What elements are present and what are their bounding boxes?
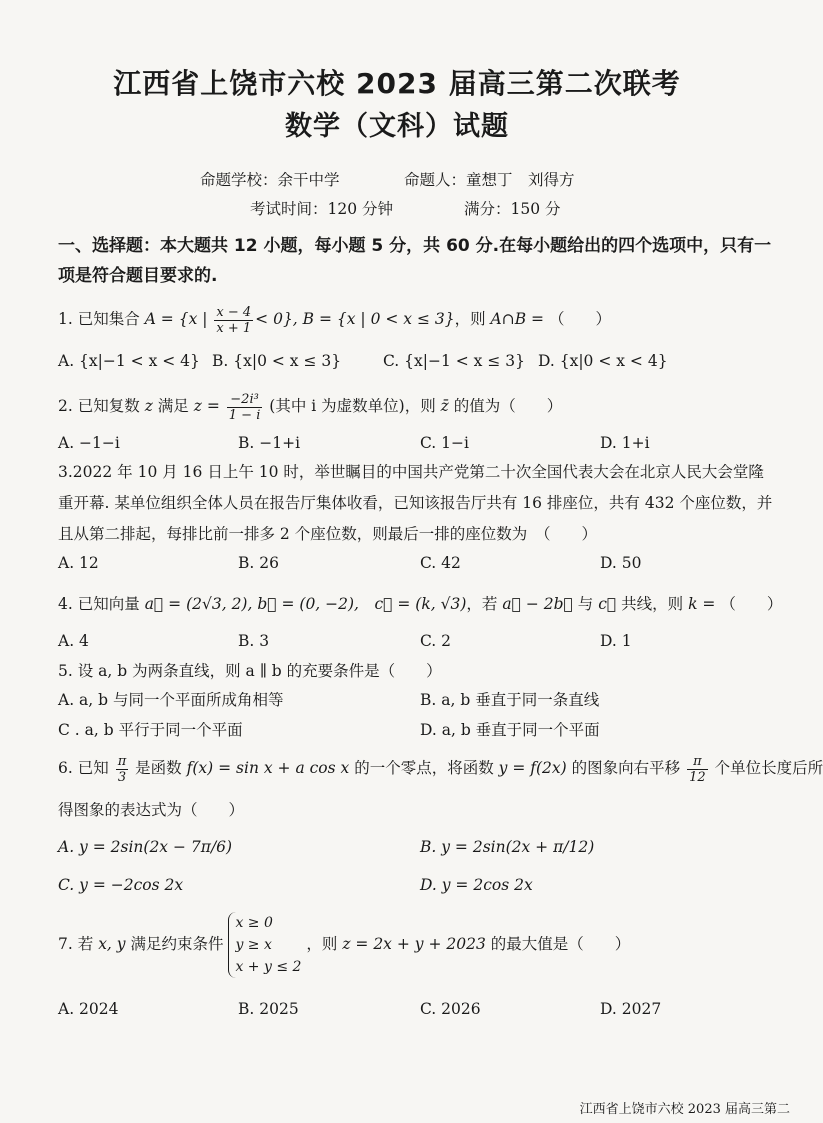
option-a[interactable]: A. 2024 (58, 1000, 119, 1018)
question-stem: ，若 (466, 595, 498, 613)
constraint-2: y ≥ x (235, 937, 272, 953)
option-a[interactable]: A. −1−i (58, 434, 120, 452)
question-number: 4. (58, 595, 73, 613)
question-number: 5. (58, 662, 73, 680)
page-footer: 江西省上饶市六校 2023 届高三第二 (579, 1102, 790, 1117)
formula-objective: z = 2x + y + 2023 (342, 935, 486, 953)
question-stem: 与 (577, 595, 594, 613)
question-stem: 已知 (77, 759, 109, 777)
formula-fx: f(x) = sin x + a cos x (186, 759, 350, 777)
question-stem: 的图象向右平移 (571, 759, 681, 777)
option-a[interactable]: A. a, b 与同一个平面所成角相等 (58, 691, 284, 709)
option-c[interactable]: C. 2026 (420, 1000, 481, 1018)
question-stem: (其中 i 为虚数单位)，则 (269, 397, 436, 415)
school-label: 命题学校：余干中学 (200, 171, 340, 189)
var-k: k = (688, 595, 716, 613)
question-stem: 若 (77, 935, 94, 953)
option-a[interactable]: A. y = 2sin(2x − 7π/6) (58, 838, 233, 856)
question-stem: 满足 (157, 397, 189, 415)
question-stem: 个单位长度后所 (714, 759, 823, 777)
formula-c: c⃗ (598, 595, 617, 613)
question-stem: （ ） (548, 310, 611, 328)
var-xy: x, y (98, 935, 126, 953)
question-5 (58, 655, 778, 687)
question-2 (58, 390, 778, 423)
option-c[interactable]: C. y = −2cos 2x (58, 876, 184, 894)
constraint-3: x + y ≤ 2 (235, 959, 302, 975)
constraint-system (228, 912, 301, 978)
option-d[interactable]: D. 2027 (600, 1000, 662, 1018)
option-b[interactable]: B. y = 2sin(2x + π/12) (420, 838, 595, 856)
author-label: 命题人：童想丁 刘得方 (404, 171, 575, 189)
option-b[interactable]: B. 3 (238, 632, 270, 650)
question-stem: （ ） (720, 595, 783, 613)
score-label: 满分：150 分 (464, 200, 561, 218)
question-1 (58, 303, 778, 336)
question-stem: ，则 (306, 935, 338, 953)
var-z: z (144, 397, 153, 415)
question-6-cont: 得图象的表达式为（ ） (58, 801, 245, 819)
question-stem: ，则 (454, 310, 486, 328)
question-number: 6. (58, 759, 73, 777)
question-number: 3. (58, 463, 73, 481)
exam-subtitle: 数学（文科）试题 (285, 111, 509, 142)
question-stem: 满足约束条件 (130, 935, 224, 953)
formula-pi-3: $\frac{\pi}{3}$ (117, 753, 127, 785)
section-heading: 一、选择题：本大题共 12 小题，每小题 5 分，共 60 分.在每小题给出的四个选项中，只有一项是符合题目要求的. (58, 236, 772, 286)
question-number: 1. (58, 310, 73, 328)
option-d[interactable]: D. 1+i (600, 434, 650, 452)
option-b[interactable]: B. a, b 垂直于同一条直线 (420, 691, 600, 709)
question-stem: 2022 年 10 月 16 日上午 10 时，举世瞩目的中国共产党第二十次全国代表大会在北京人民大会堂隆重开幕. 某单位组织全体人员在报告厅集体收看，已知该报告厅共有 16 排座位，共有 432 个座位数，并且从第二排起，每排比前一排多 2 个座位数，则最后一排的座位数为 （ ） (58, 463, 773, 543)
question-7 (58, 912, 778, 978)
question-stem: 已知向量 (77, 595, 140, 613)
question-stem: 已知复数 (77, 397, 140, 415)
question-number: 2. (58, 397, 73, 415)
option-b[interactable]: B. 26 (238, 554, 279, 572)
question-stem: 的一个零点，将函数 (354, 759, 494, 777)
constraint-1: x ≥ 0 (235, 915, 273, 931)
option-c[interactable]: C. 2 (420, 632, 452, 650)
option-d[interactable]: D. 50 (600, 554, 642, 572)
formula-f2x: y = f(2x) (498, 759, 567, 777)
formula-pi-12: $\frac{\pi}{12}$ (689, 753, 706, 785)
question-stem: 已知集合 (77, 310, 140, 328)
option-c[interactable]: C . a, b 平行于同一个平面 (58, 721, 243, 739)
option-b[interactable]: B. {x|0 < x ≤ 3} (212, 352, 342, 370)
formula-z: z = $\frac{\text{−2i³}}{1 - i}$ (193, 391, 261, 423)
option-d[interactable]: D. a, b 垂直于同一个平面 (420, 721, 600, 739)
option-a[interactable]: A. {x|−1 < x < 4} (58, 352, 200, 370)
question-stem: 设 a, b 为两条直线，则 a ∥ b 的充要条件是（ ） (77, 662, 442, 680)
question-3 (58, 457, 778, 550)
formula-vectors: a⃗ = (2√3, 2), b⃗ = (0, −2), c⃗ = (k, √3) (144, 595, 467, 613)
question-6 (58, 752, 823, 785)
formula-set-a: A = {x | $\frac{x - 4}{x + 1}$ < 0}, B = {x | 0 < x ≤ 3} (144, 304, 455, 336)
question-stem: 的最大值是（ ） (490, 935, 631, 953)
option-c[interactable]: C. 1−i (420, 434, 469, 452)
formula-a-minus-2b: a⃗ − 2b⃗ (502, 595, 573, 613)
option-d[interactable]: D. 1 (600, 632, 632, 650)
question-stem: 的值为（ ） (453, 397, 563, 415)
var-z-bar: z̄ (440, 397, 449, 415)
option-a[interactable]: A. 4 (58, 632, 89, 650)
option-d[interactable]: D. y = 2cos 2x (420, 876, 533, 894)
question-stem: 是函数 (135, 759, 182, 777)
formula-intersection: A∩B = (490, 310, 545, 328)
option-a[interactable]: A. 12 (58, 554, 99, 572)
exam-title: 江西省上饶市六校 2023 届高三第二次联考 (113, 67, 681, 100)
question-number: 7. (58, 935, 73, 953)
option-d[interactable]: D. {x|0 < x < 4} (538, 352, 668, 370)
option-c[interactable]: C. 42 (420, 554, 461, 572)
question-4 (58, 588, 783, 620)
option-b[interactable]: B. 2025 (238, 1000, 299, 1018)
option-b[interactable]: B. −1+i (238, 434, 301, 452)
question-stem: 共线，则 (621, 595, 684, 613)
option-c[interactable]: C. {x|−1 < x ≤ 3} (383, 352, 525, 370)
time-label: 考试时间：120 分钟 (250, 200, 394, 218)
